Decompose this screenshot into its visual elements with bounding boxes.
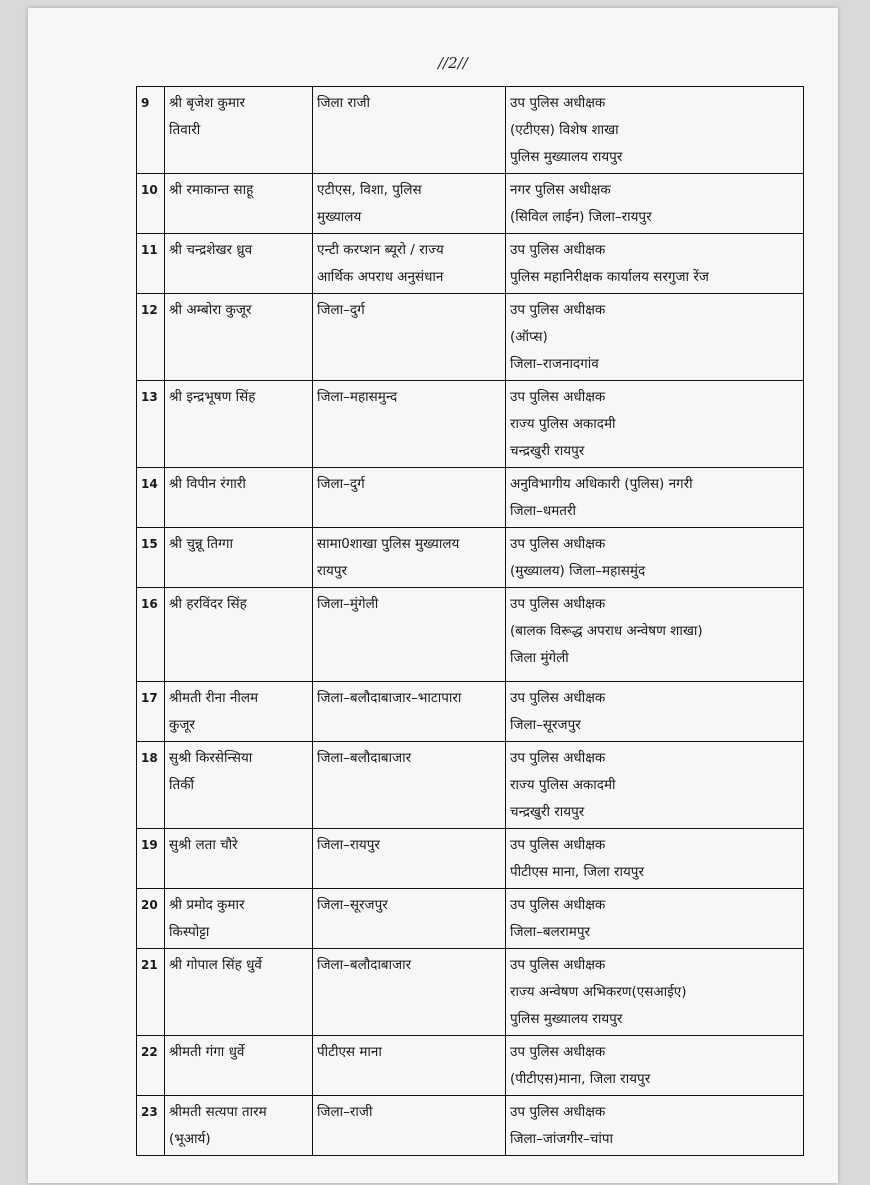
- table-row: [137, 949, 804, 1036]
- new-posting-cell: [506, 528, 804, 588]
- new-posting-cell: [506, 468, 804, 528]
- current-posting-cell-line: एटीएस, विशा, पुलिस: [317, 182, 422, 198]
- table-row: [137, 1036, 804, 1096]
- current-posting-cell: [313, 294, 506, 381]
- table-row: [137, 87, 804, 174]
- current-posting-cell-line: सामा0शाखा पुलिस मुख्यालय: [317, 536, 460, 552]
- officer-name-cell: [165, 588, 313, 682]
- serial-number-cell: 21: [137, 949, 165, 1036]
- officer-name-cell-line: श्री इन्द्रभूषण सिंह: [169, 389, 256, 405]
- current-posting-cell-line: जिला–रायपुर: [317, 837, 380, 853]
- new-posting-cell-line: (सिविल लाईन) जिला–रायपुर: [510, 209, 652, 225]
- current-posting-cell-line: जिला–दुर्ग: [317, 302, 365, 318]
- table-row: [137, 829, 804, 889]
- new-posting-cell-line: उप पुलिस अधीक्षक: [510, 596, 606, 612]
- serial-number-cell: 22: [137, 1036, 165, 1096]
- officer-name-cell: [165, 1036, 313, 1096]
- officer-name-cell-line: श्रीमती गंगा धुर्वे: [169, 1044, 245, 1060]
- current-posting-cell-line: जिला–महासमुन्द: [317, 389, 398, 405]
- new-posting-cell: [506, 588, 804, 682]
- officer-name-cell-line: कुजूर: [169, 717, 195, 733]
- new-posting-cell-line: पुलिस मुख्यालय रायपुर: [510, 149, 623, 165]
- page-number: //2//: [438, 54, 468, 72]
- new-posting-cell-line: उप पुलिस अधीक्षक: [510, 389, 606, 405]
- new-posting-cell: [506, 1036, 804, 1096]
- table-row: [137, 889, 804, 949]
- current-posting-cell: [313, 87, 506, 174]
- serial-number-cell: 16: [137, 588, 165, 682]
- officer-name-cell-line: सुश्री लता चौरे: [169, 837, 238, 853]
- current-posting-cell-line: जिला–सूरजपुर: [317, 897, 388, 913]
- officer-name-cell-line: श्री अम्बोरा कुजूर: [169, 302, 252, 318]
- officer-name-cell-line: तिर्की: [169, 777, 195, 793]
- officer-name-cell-line: श्री बृजेश कुमार: [169, 95, 246, 111]
- serial-number-cell: 10: [137, 174, 165, 234]
- officer-name-cell: [165, 742, 313, 829]
- current-posting-cell: [313, 174, 506, 234]
- current-posting-cell-line: जिला–बलौदाबाजार: [317, 750, 412, 766]
- new-posting-cell-line: (मुख्यालय) जिला–महासमुंद: [510, 563, 646, 579]
- current-posting-cell: [313, 889, 506, 949]
- current-posting-cell-line: आर्थिक अपराध अनुसंधान: [317, 269, 444, 285]
- new-posting-cell-line: उप पुलिस अधीक्षक: [510, 897, 606, 913]
- serial-number-cell: 9: [137, 87, 165, 174]
- current-posting-cell: [313, 742, 506, 829]
- current-posting-cell: [313, 1036, 506, 1096]
- new-posting-cell: [506, 1096, 804, 1156]
- officer-name-cell: [165, 949, 313, 1036]
- new-posting-cell-line: उप पुलिस अधीक्षक: [510, 302, 606, 318]
- current-posting-cell-line: एन्टी करप्शन ब्यूरो / राज्य: [317, 242, 444, 258]
- new-posting-cell-line: चन्द्रखुरी रायपुर: [510, 804, 585, 820]
- current-posting-cell: [313, 949, 506, 1036]
- officer-name-cell: [165, 87, 313, 174]
- officer-name-cell-line: (भूआर्य): [169, 1131, 211, 1147]
- serial-number-cell: 13: [137, 381, 165, 468]
- current-posting-cell-line: जिला राजी: [317, 95, 370, 111]
- current-posting-cell: [313, 682, 506, 742]
- new-posting-cell-line: (पीटीएस)माना, जिला रायपुर: [510, 1071, 651, 1087]
- table-row: [137, 381, 804, 468]
- new-posting-cell-line: उप पुलिस अधीक्षक: [510, 690, 606, 706]
- current-posting-cell: [313, 528, 506, 588]
- officer-name-cell-line: श्री हरविंदर सिंह: [169, 596, 247, 612]
- officer-name-cell-line: किस्पोट्टा: [169, 924, 210, 940]
- new-posting-cell-line: पुलिस महानिरीक्षक कार्यालय सरगुजा रेंज: [510, 269, 709, 285]
- serial-number-cell: 17: [137, 682, 165, 742]
- table-row: [137, 1096, 804, 1156]
- new-posting-cell: [506, 234, 804, 294]
- officer-name-cell: [165, 889, 313, 949]
- officer-name-cell-line: श्री गोपाल सिंह धुर्वे: [169, 957, 262, 973]
- new-posting-cell-line: पीटीएस माना, जिला रायपुर: [510, 864, 644, 880]
- officer-name-cell-line: तिवारी: [169, 122, 201, 138]
- officer-name-cell: [165, 528, 313, 588]
- table-row: [137, 294, 804, 381]
- officer-name-cell-line: श्रीमती सत्यपा तारम: [169, 1104, 267, 1120]
- serial-number-cell: 19: [137, 829, 165, 889]
- officer-name-cell: [165, 1096, 313, 1156]
- current-posting-cell: [313, 468, 506, 528]
- new-posting-cell-line: जिला–राजनादगांव: [510, 356, 599, 372]
- officer-name-cell-line: सुश्री किरसेन्सिया: [169, 750, 253, 766]
- current-posting-cell-line: जिला–बलौदाबाजार–भाटापारा: [317, 690, 462, 706]
- current-posting-cell-line: जिला–मुंगेली: [317, 596, 379, 612]
- table-row: [137, 588, 804, 682]
- current-posting-cell: [313, 1096, 506, 1156]
- new-posting-cell: [506, 381, 804, 468]
- new-posting-cell: [506, 294, 804, 381]
- current-posting-cell-line: मुख्यालय: [317, 209, 362, 225]
- serial-number-cell: 20: [137, 889, 165, 949]
- table-row: [137, 682, 804, 742]
- serial-number-cell: 14: [137, 468, 165, 528]
- new-posting-cell-line: (एटीएस) विशेष शाखा: [510, 122, 619, 138]
- new-posting-cell: [506, 87, 804, 174]
- current-posting-cell-line: रायपुर: [317, 563, 348, 579]
- new-posting-cell-line: अनुविभागीय अधिकारी (पुलिस) नगरी: [510, 476, 693, 492]
- new-posting-cell: [506, 949, 804, 1036]
- new-posting-cell-line: जिला मुंगेली: [510, 650, 569, 666]
- serial-number-cell: 12: [137, 294, 165, 381]
- new-posting-cell-line: पुलिस मुख्यालय रायपुर: [510, 1011, 623, 1027]
- new-posting-cell-line: उप पुलिस अधीक्षक: [510, 242, 606, 258]
- new-posting-cell-line: उप पुलिस अधीक्षक: [510, 536, 606, 552]
- officer-name-cell-line: श्रीमती रीना नीलम: [169, 690, 259, 706]
- officer-name-cell-line: श्री रमाकान्त साहू: [169, 182, 254, 198]
- new-posting-cell-line: जिला–बलरामपुर: [510, 924, 591, 940]
- current-posting-cell: [313, 588, 506, 682]
- current-posting-cell: [313, 829, 506, 889]
- current-posting-cell: [313, 234, 506, 294]
- new-posting-cell-line: (ऑप्स): [510, 329, 548, 345]
- serial-number-cell: 23: [137, 1096, 165, 1156]
- new-posting-cell: [506, 174, 804, 234]
- new-posting-cell-line: राज्य पुलिस अकादमी: [510, 777, 616, 793]
- current-posting-cell: [313, 381, 506, 468]
- officer-name-cell: [165, 234, 313, 294]
- officer-name-cell-line: श्री चन्द्रशेखर ध्रुव: [169, 242, 253, 258]
- officer-name-cell: [165, 682, 313, 742]
- officer-name-cell: [165, 381, 313, 468]
- new-posting-cell-line: उप पुलिस अधीक्षक: [510, 837, 606, 853]
- officer-name-cell-line: श्री चुन्नू तिग्गा: [169, 536, 233, 552]
- table-row: [137, 468, 804, 528]
- new-posting-cell-line: उप पुलिस अधीक्षक: [510, 750, 606, 766]
- document-page: [28, 8, 838, 1183]
- new-posting-cell: [506, 682, 804, 742]
- officer-name-cell: [165, 829, 313, 889]
- current-posting-cell-line: जिला–दुर्ग: [317, 476, 365, 492]
- new-posting-cell-line: राज्य अन्वेषण अभिकरण(एसआईए): [510, 984, 687, 1000]
- current-posting-cell-line: पीटीएस माना: [317, 1044, 382, 1060]
- table-row: [137, 234, 804, 294]
- new-posting-cell-line: (बालक विरूद्ध अपराध अन्वेषण शाखा): [510, 623, 703, 639]
- new-posting-cell-line: उप पुलिस अधीक्षक: [510, 957, 606, 973]
- serial-number-cell: 11: [137, 234, 165, 294]
- transfer-table: [136, 86, 804, 1156]
- new-posting-cell-line: जिला–सूरजपुर: [510, 717, 581, 733]
- table-row: [137, 174, 804, 234]
- serial-number-cell: 15: [137, 528, 165, 588]
- new-posting-cell-line: चन्द्रखुरी रायपुर: [510, 443, 585, 459]
- new-posting-cell-line: उप पुलिस अधीक्षक: [510, 95, 606, 111]
- new-posting-cell-line: नगर पुलिस अधीक्षक: [510, 182, 611, 198]
- table-row: [137, 742, 804, 829]
- officer-name-cell-line: श्री प्रमोद कुमार: [169, 897, 245, 913]
- officer-name-cell: [165, 174, 313, 234]
- current-posting-cell-line: जिला–राजी: [317, 1104, 373, 1120]
- new-posting-cell-line: उप पुलिस अधीक्षक: [510, 1104, 606, 1120]
- new-posting-cell-line: जिला–जांजगीर–चांपा: [510, 1131, 614, 1147]
- new-posting-cell: [506, 889, 804, 949]
- new-posting-cell-line: उप पुलिस अधीक्षक: [510, 1044, 606, 1060]
- table-row: [137, 528, 804, 588]
- new-posting-cell: [506, 742, 804, 829]
- officer-name-cell: [165, 294, 313, 381]
- officer-name-cell: [165, 468, 313, 528]
- serial-number-cell: 18: [137, 742, 165, 829]
- officer-name-cell-line: श्री विपीन रंगारी: [169, 476, 246, 492]
- new-posting-cell-line: राज्य पुलिस अकादमी: [510, 416, 616, 432]
- new-posting-cell: [506, 829, 804, 889]
- current-posting-cell-line: जिला–बलौदाबाजार: [317, 957, 412, 973]
- new-posting-cell-line: जिला–धमतरी: [510, 503, 577, 519]
